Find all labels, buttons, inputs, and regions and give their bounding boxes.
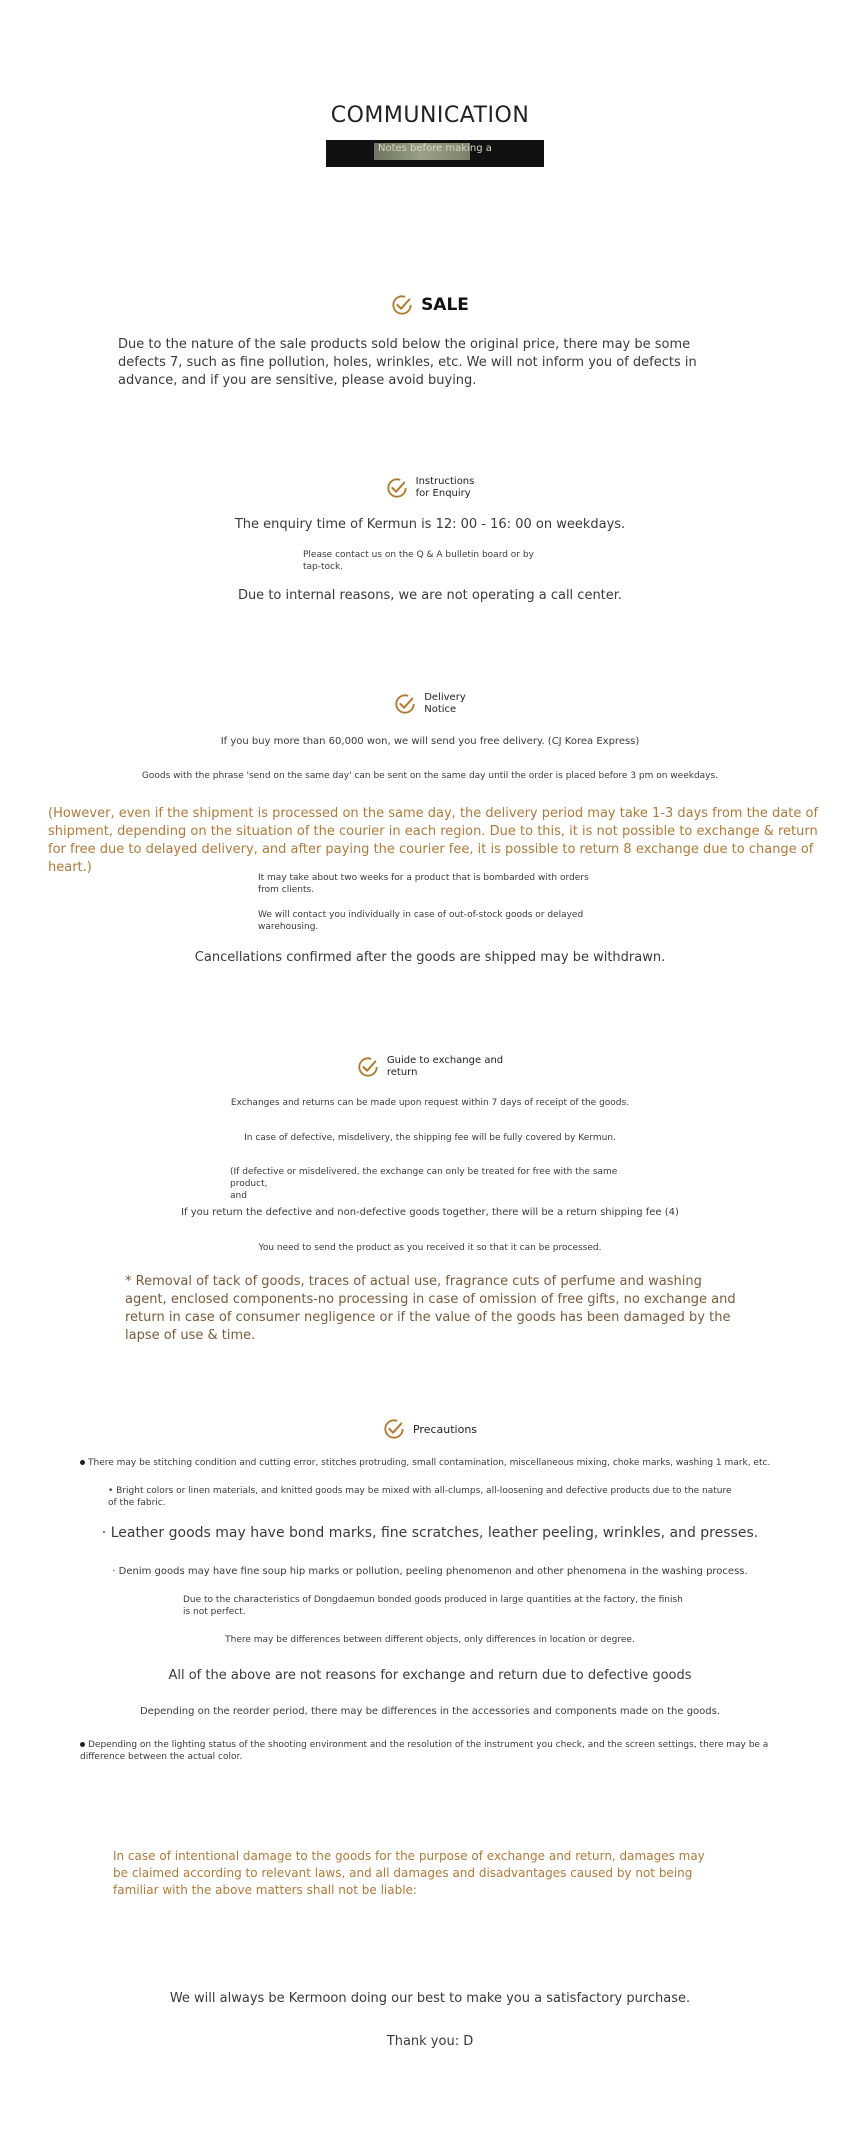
notice-banner bbox=[326, 140, 544, 167]
enquiry-heading-line1: Instructions bbox=[415, 476, 475, 487]
precautions-heading-row bbox=[0, 1418, 860, 1440]
banner-text: Notes before making a bbox=[378, 143, 492, 154]
precautions-lighting bbox=[80, 1739, 780, 1763]
delivery-same-day: Goods with the phrase 'send on the same day' can be sent on the same day until the order is placed before 3 pm on weekdays. bbox=[141, 771, 719, 781]
precautions-dongdaemun: Due to the characteristics of Dongdaemun bonded goods produced in large quantities at the factory, the finish is not perfect. bbox=[183, 1595, 683, 1617]
precautions-leather: · Leather goods may have bond marks, fine scratches, leather peeling, wrinkles, and presses. bbox=[101, 1525, 759, 1541]
sale-text: Due to the nature of the sale products sold below the original price, there may be some defects 7, such as fine pollution, holes, wrinkles, etc. We will not inform you of defects in advance, and if you are sensitive, please avoid buying. bbox=[118, 337, 697, 388]
precautions-differences: There may be differences between different objects, only differences in location or degree. bbox=[225, 1635, 635, 1645]
precautions-lighting-text: Depending on the lighting status of the shooting environment and the resolution of the instrument you check, and the screen settings, there may be a difference between the actual color. bbox=[80, 1740, 769, 1762]
enquiry-no-call: Due to internal reasons, we are not operating a call center. bbox=[237, 588, 623, 603]
delivery-heading bbox=[424, 692, 466, 716]
sale-heading: SALE bbox=[421, 295, 469, 315]
delivery-cancellations: Cancellations confirmed after the goods are shipped may be withdrawn. bbox=[194, 950, 666, 965]
damage-text: In case of intentional damage to the goods for the purpose of exchange and return, damages may be claimed according to relevant laws, and all damages and disadvantages caused by not being familiar with the above matters shall not be liable: bbox=[113, 1849, 705, 1897]
check-circle-icon bbox=[391, 294, 413, 316]
exchange-same-product-line1: (If defective or misdelivered, the exchange can only be treated for free with the same product, bbox=[230, 1167, 618, 1189]
closing-thanks: Thank you: D bbox=[386, 2034, 474, 2049]
closing-always: We will always be Kermoon doing our best to make you a satisfactory purchase. bbox=[169, 1991, 691, 2006]
enquiry-heading-row bbox=[0, 476, 860, 500]
check-circle-icon bbox=[386, 477, 408, 499]
precautions-denim: · Denim goods may have fine soup hip marks or pollution, peeling phenomenon and other phenomena in the washing process. bbox=[112, 1566, 748, 1577]
precautions-reorder: Depending on the reorder period, there may be differences in the accessories and components made on the goods. bbox=[139, 1706, 721, 1717]
enquiry-contact: Please contact us on the Q & A bulletin board or by tap-tock. bbox=[303, 550, 534, 572]
exchange-heading-row bbox=[0, 1055, 860, 1079]
exchange-defective-fee: In case of defective, misdelivery, the shipping fee will be fully covered by Kermun. bbox=[244, 1133, 616, 1143]
exchange-same-product-line2: and bbox=[230, 1191, 247, 1201]
delivery-two-weeks: It may take about two weeks for a product that is bombarded with orders from clients. bbox=[258, 873, 589, 895]
bullet-dot bbox=[80, 1460, 85, 1465]
delivery-heading-line2: Notice bbox=[424, 704, 457, 715]
enquiry-hours: The enquiry time of Kermun is 12: 00 - 16: 00 on weekdays. bbox=[234, 517, 626, 532]
precautions-stitching bbox=[80, 1457, 780, 1469]
precautions-stitching-text: There may be stitching condition and cutting error, stitches protruding, small contamination, miscellaneous mixing, choke marks, washing 1 mark, etc. bbox=[88, 1458, 771, 1468]
delivery-however: (However, even if the shipment is processed on the same day, the delivery period may take 1-3 days from the date of shipment, depending on the situation of the courier in each region. Due to this, it is not possible to exchange & return for free due to delayed delivery, and after paying the courier fee, it is possible to return 8 exchange due to change of heart.) bbox=[48, 806, 819, 875]
exchange-as-received: You need to send the product as you received it so that it can be processed. bbox=[258, 1243, 602, 1253]
exchange-heading bbox=[387, 1055, 503, 1079]
check-circle-icon bbox=[383, 1418, 405, 1440]
check-circle-icon bbox=[357, 1056, 379, 1078]
precautions-not-reasons: All of the above are not reasons for exchange and return due to defective goods bbox=[168, 1668, 692, 1683]
delivery-out-of-stock: We will contact you individually in case of out-of-stock goods or delayed warehousing. bbox=[258, 910, 584, 932]
sale-heading-row bbox=[0, 294, 860, 316]
exchange-heading-line1: Guide to exchange and bbox=[386, 1055, 504, 1066]
exchange-same-product bbox=[230, 1166, 650, 1202]
enquiry-heading-line2: for Enquiry bbox=[415, 488, 471, 499]
bullet-dot bbox=[80, 1742, 85, 1747]
exchange-together: If you return the defective and non-defective goods together, there will be a return shipping fee (4) bbox=[181, 1207, 679, 1218]
delivery-free: If you buy more than 60,000 won, we will send you free delivery. (CJ Korea Express) bbox=[220, 736, 640, 747]
exchange-removal: * Removal of tack of goods, traces of actual use, fragrance cuts of perfume and washing agent, enclosed components-no processing in case of omission of free gifts, no exchange and return in case of consumer negligence or if the value of the goods has been damaged by the lapse of use & time. bbox=[125, 1274, 736, 1343]
exchange-within7: Exchanges and returns can be made upon request within 7 days of receipt of the goods. bbox=[230, 1098, 630, 1108]
delivery-heading-row bbox=[0, 692, 860, 716]
exchange-heading-line2: return bbox=[386, 1067, 418, 1078]
precautions-heading: Precautions bbox=[412, 1422, 478, 1436]
enquiry-heading bbox=[416, 476, 475, 500]
precautions-bright: • Bright colors or linen materials, and knitted goods may be mixed with all-clumps, all-loosening and defective products due to the nature of the fabric. bbox=[108, 1486, 732, 1508]
check-circle-icon bbox=[394, 693, 416, 715]
page-title: COMMUNICATION bbox=[330, 103, 530, 128]
delivery-heading-line1: Delivery bbox=[424, 692, 466, 703]
